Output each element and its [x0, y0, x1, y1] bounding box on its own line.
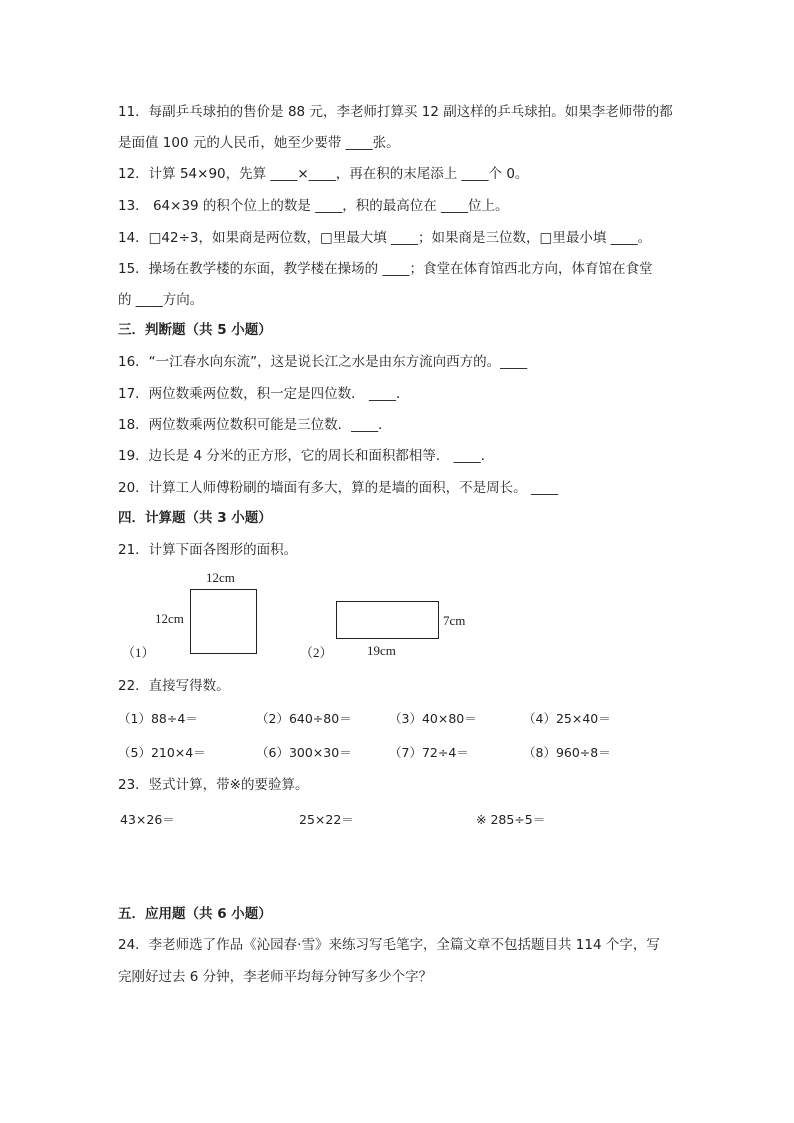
oral-calc-4: （4）25×40＝	[523, 711, 611, 726]
oral-calc-2: （2）640÷80＝	[256, 711, 352, 726]
question-14: 14．□42÷3，如果商是两位数，□里最大填 ____；如果商是三位数，□里最小填 ____。	[118, 230, 652, 246]
section-4-heading: 四．计算题（共 3 小题）	[118, 510, 272, 526]
oral-calc-3: （3）40×80＝	[389, 711, 477, 726]
question-16: 16．“一江春水向东流”，这是说长江之水是由东方流向西方的。____	[118, 354, 528, 370]
question-13: 13． 64×39 的积个位上的数是 ____，积的最高位在 ____位上。	[118, 198, 509, 214]
question-15-line-1: 15．操场在教学楼的东面，教学楼在操场的 ____；食堂在体育馆西北方向，体育馆在食堂	[118, 261, 653, 277]
question-21: 21．计算下面各图形的面积。	[118, 542, 298, 558]
oral-calc-6: （6）300×30＝	[256, 745, 352, 760]
vertical-calc-3: ※ 285÷5＝	[476, 812, 546, 827]
question-22: 22．直接写得数。	[118, 678, 230, 694]
oral-calc-7: （7）72÷4＝	[389, 745, 469, 760]
vertical-calc-1: 43×26＝	[120, 812, 175, 827]
oral-calc-8: （8）960÷8＝	[523, 745, 611, 760]
section-5-heading: 五．应用题（共 6 小题）	[118, 906, 272, 922]
figure-2-rectangle	[336, 601, 439, 639]
question-18: 18．两位数乘两位数积可能是三位数．____．	[118, 417, 392, 433]
question-23: 23．竖式计算，带※的要验算。	[118, 777, 309, 793]
figure-1-left-label: 12cm	[155, 611, 184, 626]
oral-calc-5: （5）210×4＝	[118, 745, 206, 760]
vertical-calc-2: 25×22＝	[299, 812, 354, 827]
question-12: 12．计算 54×90，先算 ____×____，再在积的末尾添上 ____个 0。	[118, 166, 529, 182]
section-3-heading: 三．判断题（共 5 小题）	[118, 322, 272, 338]
figure-1-tag: （1）	[122, 645, 155, 660]
figure-1-square	[190, 589, 257, 654]
figure-2-tag: （2）	[300, 645, 333, 660]
question-17: 17．两位数乘两位数，积一定是四位数． ____．	[118, 386, 410, 402]
question-11-line-2: 是面值 100 元的人民币，她至少要带 ____张。	[118, 135, 400, 151]
question-11-line-1: 11．每副乒乓球拍的售价是 88 元，李老师打算买 12 副这样的乒乓球拍。如果李老师带的都	[118, 104, 673, 120]
question-19: 19．边长是 4 分米的正方形，它的周长和面积都相等． ____．	[118, 448, 495, 464]
question-20: 20．计算工人师傅粉刷的墙面有多大，算的是墙的面积，不是周长。 ____	[118, 480, 558, 496]
figure-2-bottom-label: 19cm	[367, 643, 396, 658]
oral-calc-1: （1）88÷4＝	[118, 711, 198, 726]
figure-1-top-label: 12cm	[206, 570, 235, 585]
question-24-line-2: 完刚好过去 6 分钟，李老师平均每分钟写多少个字？	[118, 969, 433, 985]
question-15-line-2: 的 ____方向。	[118, 292, 204, 308]
figure-2-right-label: 7cm	[443, 613, 466, 628]
question-24-line-1: 24．李老师选了作品《沁园春·雪》来练习写毛笔字，全篇文章不包括题目共 114 个字，写	[118, 937, 660, 953]
